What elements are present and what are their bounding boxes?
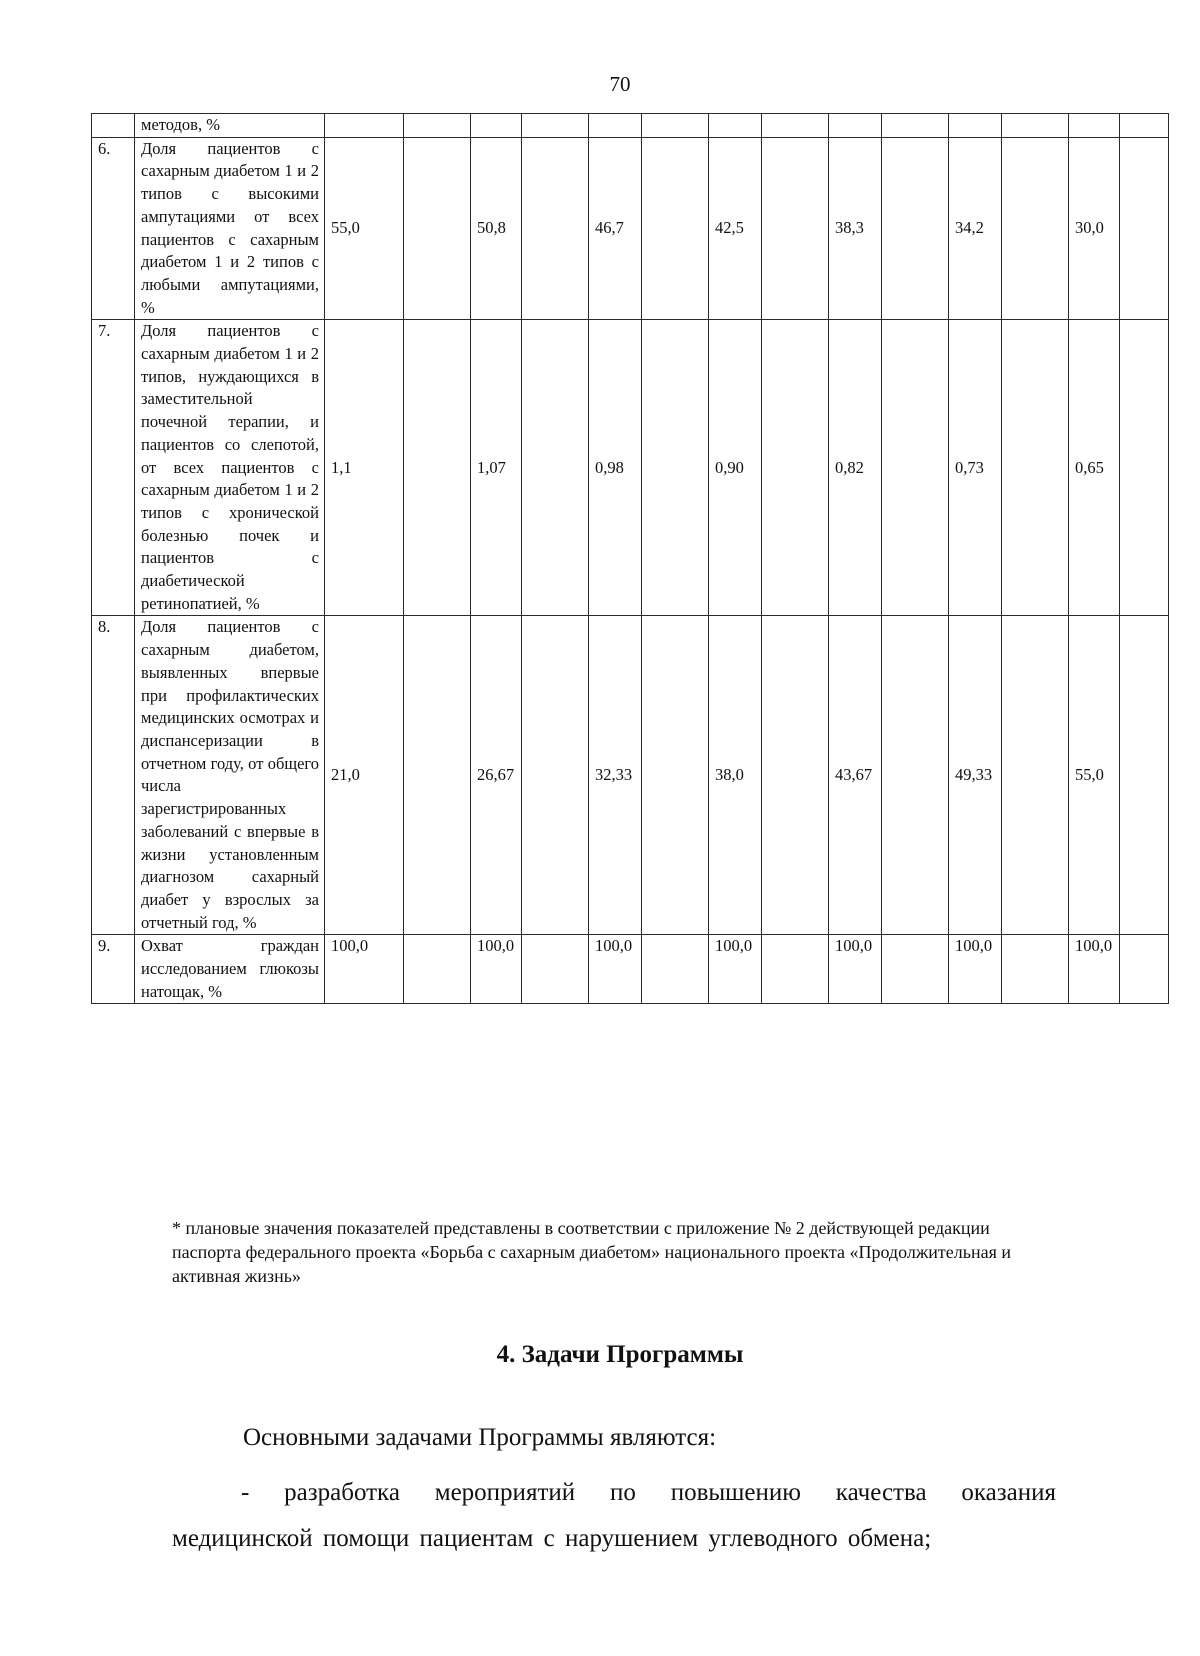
indicator-value: 100,0 xyxy=(471,935,522,1004)
table-row-continuation xyxy=(92,114,1169,138)
section-heading: 4. Задачи Программы xyxy=(496,1341,744,1368)
table-cell xyxy=(1002,935,1069,1004)
indicator-value: 0,73 xyxy=(949,320,1002,616)
indicator-value: 100,0 xyxy=(829,935,882,1004)
table-cell xyxy=(1120,935,1169,1004)
table-cell xyxy=(642,935,709,1004)
table-cell xyxy=(829,114,882,138)
table-cell xyxy=(882,137,949,320)
table-cell xyxy=(642,114,709,138)
table-row xyxy=(92,137,1169,320)
table-cell xyxy=(882,935,949,1004)
table-cell xyxy=(522,616,589,935)
table-cell xyxy=(404,616,471,935)
indicator-value: 46,7 xyxy=(589,137,642,320)
table-cell xyxy=(522,137,589,320)
table-cell xyxy=(762,320,829,616)
row-number: 6. xyxy=(92,137,135,320)
indicator-value: 21,0 xyxy=(325,616,404,935)
indicator-value: 0,90 xyxy=(709,320,762,616)
table-cell xyxy=(762,935,829,1004)
table-cell xyxy=(92,114,135,138)
table-cell xyxy=(325,114,404,138)
table-cell xyxy=(1120,114,1169,138)
indicator-value: 55,0 xyxy=(1069,616,1120,935)
indicator-value: 100,0 xyxy=(709,935,762,1004)
table-cell xyxy=(589,114,642,138)
table-cell xyxy=(404,114,471,138)
row-number: 8. xyxy=(92,616,135,935)
indicator-value: 38,3 xyxy=(829,137,882,320)
indicator-value: 0,98 xyxy=(589,320,642,616)
table-cell xyxy=(1120,616,1169,935)
indicator-value: 100,0 xyxy=(949,935,1002,1004)
table-cell xyxy=(1002,616,1069,935)
table-cell xyxy=(1120,320,1169,616)
indicator-value: 30,0 xyxy=(1069,137,1120,320)
indicator-value: 100,0 xyxy=(325,935,404,1004)
table-cell xyxy=(709,114,762,138)
indicator-value: 43,67 xyxy=(829,616,882,935)
table-cell xyxy=(404,137,471,320)
indicator-value: 1,07 xyxy=(471,320,522,616)
footnote: * плановые значения показателей представлены в соответствии с приложение № 2 действующей редакции паспорта федерального проекта «Борьба с сахарным диабетом» национального проекта «Продолжительная и активная жизнь» xyxy=(172,1218,1011,1286)
indicator-value: 0,65 xyxy=(1069,320,1120,616)
indicator-value: 100,0 xyxy=(1069,935,1120,1004)
indicator-value: 34,2 xyxy=(949,137,1002,320)
table-cell xyxy=(471,114,522,138)
table-row xyxy=(92,320,1169,616)
page-number: 70 xyxy=(609,72,631,96)
indicator-name: Доля пациентов с сахарным диабетом 1 и 2 типов с высокими ампутациями от всех пациентов с сахарным диабетом 1 и 2 типов с любыми ампутациями, % xyxy=(135,137,325,320)
indicator-value: 50,8 xyxy=(471,137,522,320)
table-row xyxy=(92,616,1169,935)
table-cell xyxy=(882,114,949,138)
table-cell xyxy=(642,137,709,320)
indicator-name: Охват граждан исследованием глюкозы натощак, % xyxy=(135,935,325,1004)
indicators-table xyxy=(91,113,1169,1004)
indicator-value: 0,82 xyxy=(829,320,882,616)
indicator-value: 38,0 xyxy=(709,616,762,935)
table-cell xyxy=(882,320,949,616)
table-cell xyxy=(522,935,589,1004)
indicator-name: Доля пациентов с сахарным диабетом, выявленных впервые при профилактических медицинских осмотрах и диспансеризации в отчетном году, от общего числа зарегистрированных заболеваний с впервые в жизни установленным диагнозом сахарный диабет у взрослых за отчетный год, % xyxy=(135,616,325,935)
table-cell xyxy=(762,114,829,138)
row-number: 9. xyxy=(92,935,135,1004)
table-cell xyxy=(762,137,829,320)
indicator-value: 55,0 xyxy=(325,137,404,320)
indicator-name: Доля пациентов с сахарным диабетом 1 и 2 типов, нуждающихся в заместительной почечной терапии, и пациентов со слепотой, от всех пациентов с сахарным диабетом 1 и 2 типов с хронической болезнью почек и пациентов с диабетической ретинопатией, % xyxy=(135,320,325,616)
table-cell xyxy=(522,114,589,138)
task-item: - разработка мероприятий по повышению качества оказания медицинской помощи пациентам с нарушением углеводного обмена; xyxy=(172,1479,1056,1552)
indicator-value: 26,67 xyxy=(471,616,522,935)
indicator-value: 100,0 xyxy=(589,935,642,1004)
table-cell xyxy=(1002,320,1069,616)
table-cell xyxy=(404,935,471,1004)
indicator-name: методов, % xyxy=(135,114,325,138)
table-cell xyxy=(642,320,709,616)
table-row xyxy=(92,935,1169,1004)
table-cell xyxy=(1120,137,1169,320)
row-number: 7. xyxy=(92,320,135,616)
table-cell xyxy=(882,616,949,935)
table-cell xyxy=(522,320,589,616)
table-cell xyxy=(1069,114,1120,138)
indicator-value: 32,33 xyxy=(589,616,642,935)
indicator-value: 1,1 xyxy=(325,320,404,616)
table-cell xyxy=(404,320,471,616)
indicator-value: 49,33 xyxy=(949,616,1002,935)
table-cell xyxy=(642,616,709,935)
section-intro: Основными задачами Программы являются: xyxy=(243,1424,717,1451)
table-cell xyxy=(762,616,829,935)
table-cell xyxy=(949,114,1002,138)
indicator-value: 42,5 xyxy=(709,137,762,320)
table-cell xyxy=(1002,114,1069,138)
table-cell xyxy=(1002,137,1069,320)
